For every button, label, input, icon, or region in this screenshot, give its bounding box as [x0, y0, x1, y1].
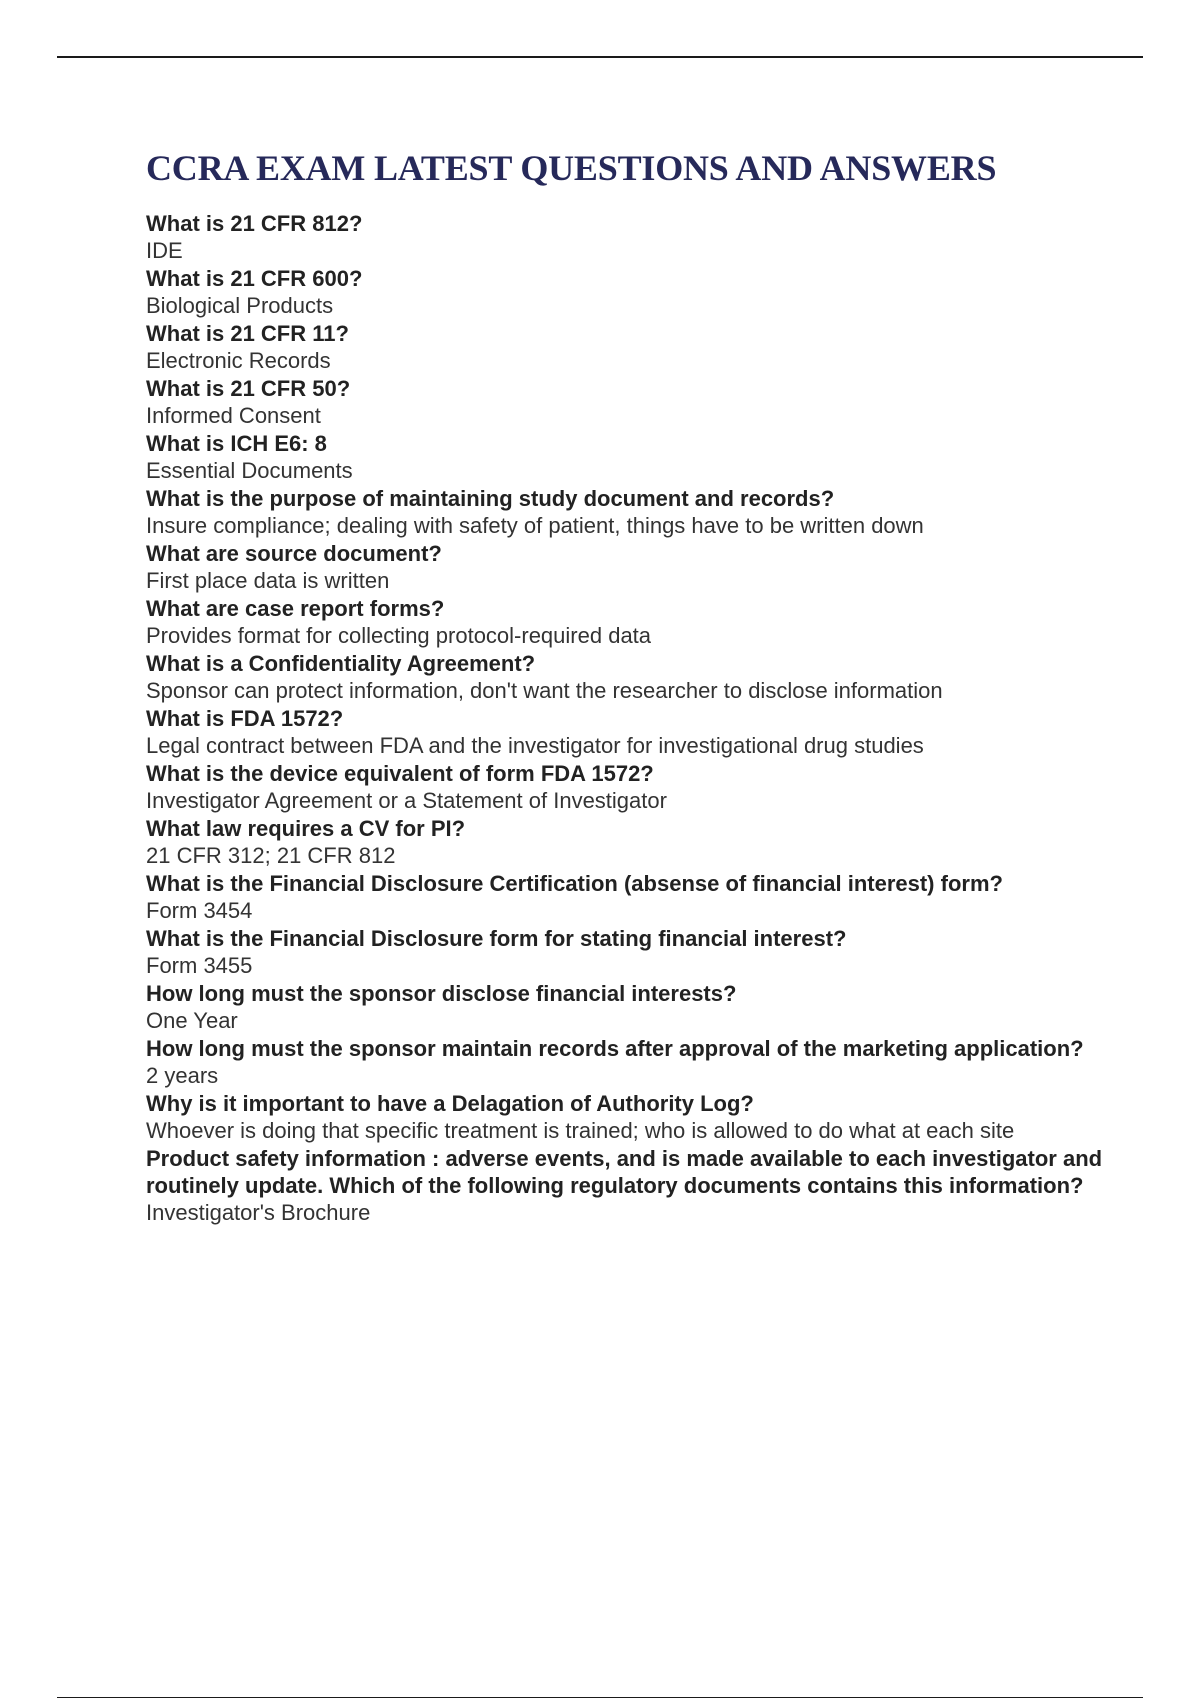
question-text: What is 21 CFR 600? [146, 266, 363, 291]
question-text: What law requires a CV for PI? [146, 816, 466, 841]
qa-item [146, 1035, 1126, 1090]
qa-item [146, 980, 1126, 1035]
answer-text: Informed Consent [146, 403, 321, 428]
answer-text: Electronic Records [146, 348, 331, 373]
answer-text: Legal contract between FDA and the investigator for investigational drug studies [146, 733, 924, 758]
question-text: What is the device equivalent of form FDA 1572? [146, 761, 654, 786]
answer-text: Whoever is doing that specific treatment is trained; who is allowed to do what at each site [146, 1118, 1015, 1143]
qa-item [146, 870, 1126, 925]
qa-item [146, 540, 1126, 595]
answer-text: One Year [146, 1008, 238, 1033]
answer-text: Form 3454 [146, 898, 253, 923]
document-body [146, 146, 1126, 1227]
qa-item [146, 375, 1126, 430]
qa-item [146, 650, 1126, 705]
question-text: Why is it important to have a Delagation of Authority Log? [146, 1091, 754, 1116]
footer-rule [57, 1697, 1143, 1698]
qa-item [146, 320, 1126, 375]
question-text: What is the purpose of maintaining study document and records? [146, 486, 835, 511]
qa-item [146, 1145, 1126, 1227]
answer-text: Provides format for collecting protocol-required data [146, 623, 652, 648]
qa-item [146, 485, 1126, 540]
question-text: How long must the sponsor maintain records after approval of the marketing application? [146, 1036, 1084, 1061]
answer-text: Insure compliance; dealing with safety of patient, things have to be written down [146, 513, 924, 538]
question-text: How long must the sponsor disclose financial interests? [146, 981, 737, 1006]
question-text: Product safety information : adverse events, and is made available to each investigator and routinely update. Which of the following regulatory documents contains this information? [146, 1146, 1103, 1198]
question-text: What are source document? [146, 541, 442, 566]
qa-item [146, 705, 1126, 760]
question-text: What is FDA 1572? [146, 706, 344, 731]
answer-text: Essential Documents [146, 458, 353, 483]
qa-list [146, 210, 1126, 1227]
answer-text: Investigator's Brochure [146, 1200, 371, 1225]
question-text: What is ICH E6: 8 [146, 431, 327, 456]
question-text: What is 21 CFR 11? [146, 321, 349, 346]
question-text: What are case report forms? [146, 596, 445, 621]
answer-text: 2 years [146, 1063, 219, 1088]
answer-text: First place data is written [146, 568, 390, 593]
answer-text: Investigator Agreement or a Statement of Investigator [146, 788, 667, 813]
qa-item [146, 760, 1126, 815]
header-rule [57, 56, 1143, 58]
question-text: What is 21 CFR 812? [146, 211, 363, 236]
qa-item [146, 595, 1126, 650]
question-text: What is the Financial Disclosure form for stating financial interest? [146, 926, 847, 951]
answer-text: Sponsor can protect information, don't want the researcher to disclose information [146, 678, 943, 703]
qa-item [146, 815, 1126, 870]
qa-item [146, 265, 1126, 320]
answer-text: IDE [146, 238, 183, 263]
answer-text: Biological Products [146, 293, 334, 318]
question-text: What is a Confidentiality Agreement? [146, 651, 536, 676]
qa-item [146, 210, 1126, 265]
answer-text: 21 CFR 312; 21 CFR 812 [146, 843, 396, 868]
qa-item [146, 925, 1126, 980]
qa-item [146, 1090, 1126, 1145]
question-text: What is the Financial Disclosure Certification (absense of financial interest) form? [146, 871, 1003, 896]
question-text: What is 21 CFR 50? [146, 376, 351, 401]
qa-item [146, 430, 1126, 485]
document-title: CCRA EXAM LATEST QUESTIONS AND ANSWERS [146, 148, 997, 188]
answer-text: Form 3455 [146, 953, 253, 978]
